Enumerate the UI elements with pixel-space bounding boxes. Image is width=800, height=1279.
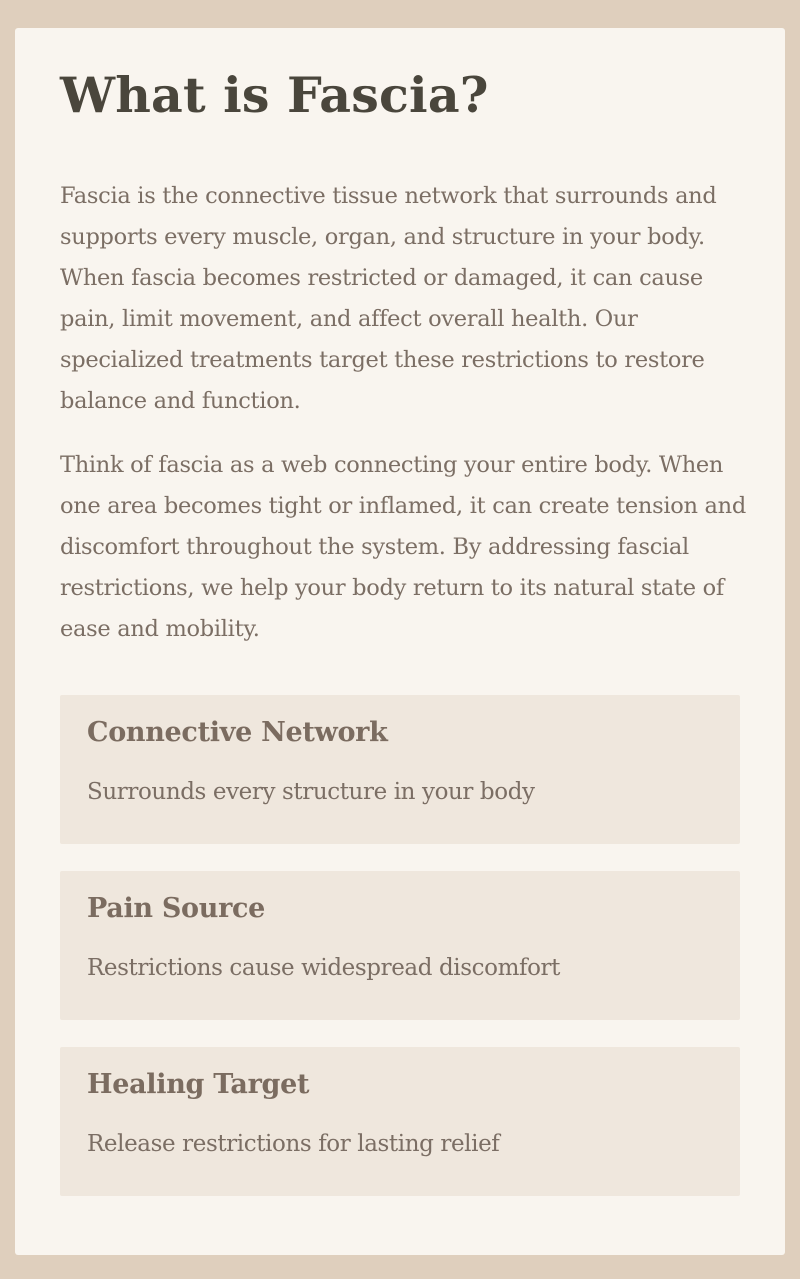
feature-title: Healing Target xyxy=(87,1069,310,1100)
feature-description: Release restrictions for lasting relief xyxy=(87,1131,500,1157)
feature-title: Connective Network xyxy=(87,717,388,748)
feature-description: Restrictions cause widespread discomfort xyxy=(87,955,560,981)
content-card xyxy=(15,28,785,1255)
feature-card-pain-source xyxy=(60,871,740,1020)
feature-title: Pain Source xyxy=(87,893,266,924)
intro-paragraph: Fascia is the connective tissue network that surrounds and supports every muscle, organ, and structure in your body. When fascia becomes restricted or damaged, it can cause pain, limit movement, and affect overall health. Our specialized treatments target these restrictions to restore balance and function. xyxy=(60,183,717,414)
feature-card-connective-network xyxy=(60,695,740,844)
feature-card-healing-target xyxy=(60,1047,740,1196)
feature-description: Surrounds every structure in your body xyxy=(87,779,535,805)
page-title: What is Fascia? xyxy=(60,66,489,124)
web-analogy-paragraph: Think of fascia as a web connecting your entire body. When one area becomes tight or inflamed, it can create tension and discomfort throughout the system. By addressing fascial restrictions, we help your body return to its natural state of ease and mobility. xyxy=(60,452,746,642)
